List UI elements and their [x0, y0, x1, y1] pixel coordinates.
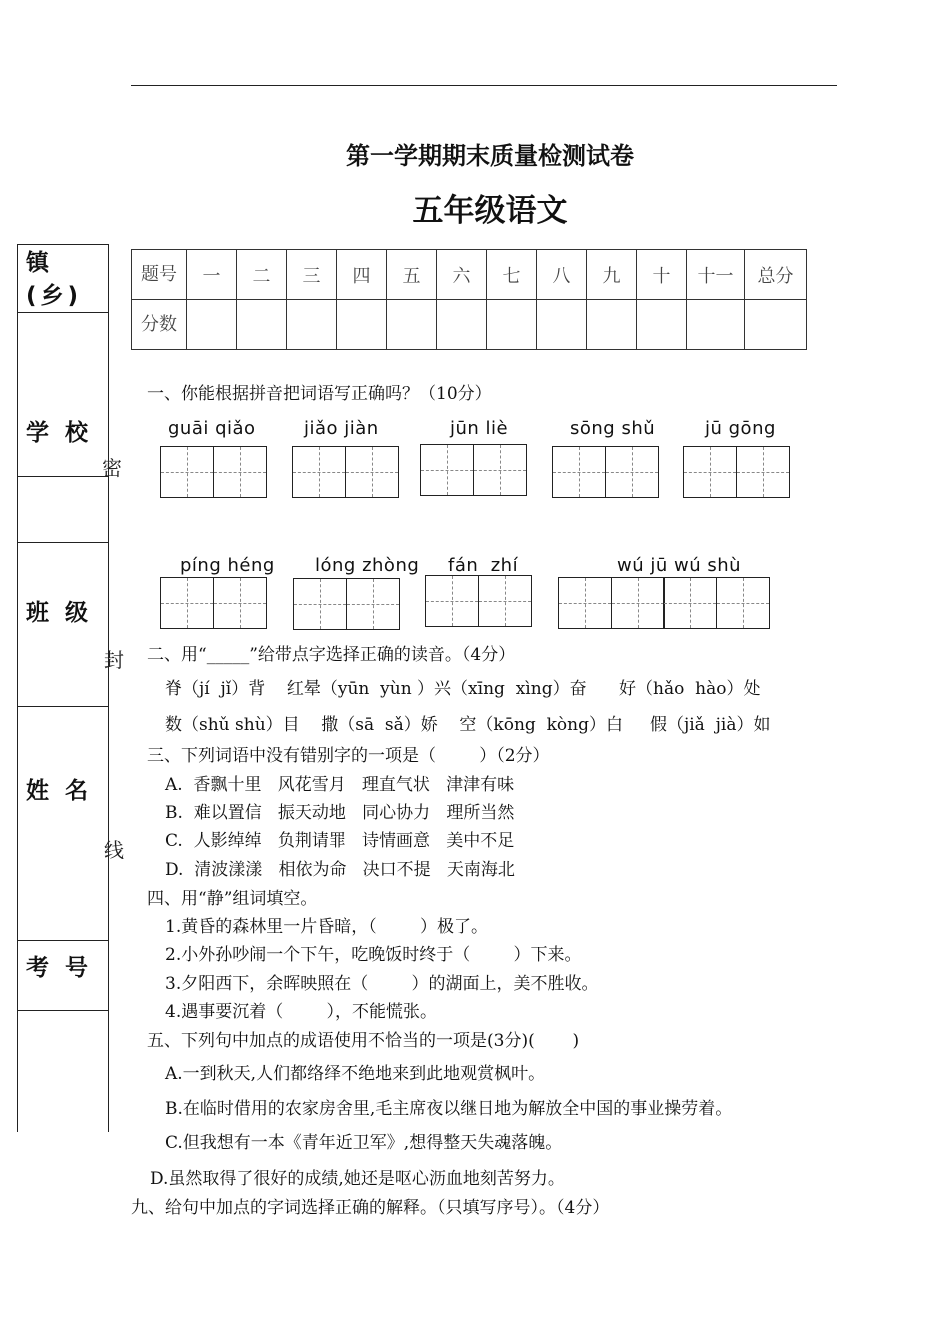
q9-title: 九、给句中加点的字词选择正确的解释。（只填写序号）。（4分）	[131, 1198, 610, 1218]
score-cell[interactable]	[387, 300, 437, 350]
q3-option: B. 难以置信 振天动地 同心协力 理所当然	[165, 803, 515, 823]
q5-option: B.在临时借用的农家房舍里,毛主席夜以继日地为解放全中国的事业操劳着。	[165, 1099, 733, 1119]
score-table-score-row	[132, 300, 807, 350]
q2-line: 数（shǔ shù）目 撒（sā sǎ）娇 空（kōng kòng）白 假（jiǎ jià）如	[165, 715, 771, 735]
score-cell[interactable]	[637, 300, 687, 350]
q4-item: 4.遇事要沉着（ ），不能慌张。	[165, 1002, 437, 1022]
score-header-cell: 四	[337, 250, 387, 300]
q1-pinyin: guāi qiǎo	[168, 418, 256, 439]
q5-option: D.虽然取得了很好的成绩,她还是呕心沥血地刻苦努力。	[150, 1169, 565, 1189]
score-cell[interactable]	[337, 300, 387, 350]
binding-column	[17, 244, 109, 1132]
side-label-id: 考 号	[26, 955, 93, 981]
q2-line: 脊（jí jǐ）背 红晕（yūn yùn ）兴（xīng xìng）奋 好（hǎo hào）处	[165, 679, 761, 699]
score-header-cell: 三	[287, 250, 337, 300]
score-cell[interactable]	[687, 300, 745, 350]
q1-pinyin: jūn liè	[450, 418, 509, 439]
q4-item: 2.小外孙吵闹一个下午，吃晚饭时终于（ ）下来。	[165, 945, 582, 965]
score-cell[interactable]	[437, 300, 487, 350]
q2-title: 二、用“_____”给带点字选择正确的读音。（4分）	[147, 645, 516, 665]
q4-item: 1.黄昏的森林里一片昏暗，（ ）极了。	[165, 917, 488, 937]
q5-option: C.但我想有一本《青年近卫军》,想得整天失魂落魄。	[165, 1133, 563, 1153]
score-header-cell: 十一	[687, 250, 745, 300]
q1-pinyin: jū gōng	[705, 418, 776, 439]
seal-char-mi: 密	[102, 456, 122, 480]
score-table	[131, 249, 807, 350]
q1-title: 一、你能根据拼音把词语写正确吗？（10分）	[147, 384, 492, 404]
score-cell[interactable]	[587, 300, 637, 350]
q1-pinyin: píng héng	[180, 555, 275, 576]
score-table-header-row	[132, 250, 807, 300]
exam-subtitle: 五年级语文	[412, 193, 568, 229]
tianzige-box[interactable]	[683, 446, 788, 498]
q3-title: 三、下列词语中没有错别字的一项是（ ）（2分）	[147, 746, 550, 766]
seal-char-xian: 线	[104, 838, 124, 862]
side-label-school: 学 校	[26, 420, 93, 446]
tianzige-box[interactable]	[292, 446, 397, 498]
score-row-label: 分数	[132, 300, 187, 350]
q3-option: A. 香飘十里 风花雪月 理直气状 津津有味	[165, 775, 515, 795]
side-label-town: 镇(乡)	[26, 250, 83, 309]
score-header-cell: 题号	[132, 250, 187, 300]
tianzige-box[interactable]	[425, 575, 530, 627]
tianzige-box[interactable]	[558, 577, 768, 629]
score-header-cell: 九	[587, 250, 637, 300]
q4-title: 四、用“静”组词填空。	[147, 889, 318, 909]
seal-char-feng: 封	[104, 648, 124, 672]
score-header-cell: 六	[437, 250, 487, 300]
score-cell[interactable]	[537, 300, 587, 350]
side-label-name: 姓 名	[26, 778, 93, 804]
score-header-cell: 八	[537, 250, 587, 300]
score-cell[interactable]	[745, 300, 807, 350]
q1-pinyin: sōng shǔ	[570, 418, 656, 439]
q3-option: C. 人影绰绰 负荆请罪 诗情画意 美中不足	[165, 831, 515, 851]
tianzige-box[interactable]	[552, 446, 657, 498]
score-cell[interactable]	[187, 300, 237, 350]
score-header-cell: 五	[387, 250, 437, 300]
q4-item: 3.夕阳西下，余晖映照在（ ）的湖面上，美不胜收。	[165, 974, 599, 994]
score-cell[interactable]	[287, 300, 337, 350]
tianzige-box[interactable]	[160, 577, 265, 629]
q5-title: 五、下列句中加点的成语使用不恰当的一项是(3分)( )	[147, 1031, 580, 1051]
q1-pinyin: jiǎo jiàn	[304, 418, 379, 439]
top-rule	[131, 85, 837, 86]
tianzige-box[interactable]	[293, 578, 398, 630]
tianzige-box[interactable]	[420, 444, 525, 496]
tianzige-box[interactable]	[160, 446, 265, 498]
score-cell[interactable]	[487, 300, 537, 350]
score-cell[interactable]	[237, 300, 287, 350]
q1-pinyin: lóng zhòng	[315, 555, 420, 576]
score-header-cell: 二	[237, 250, 287, 300]
exam-title: 第一学期期末质量检测试卷	[346, 142, 634, 170]
q3-option: D. 清波漾漾 相依为命 决口不提 天南海北	[165, 860, 515, 880]
score-header-cell: 七	[487, 250, 537, 300]
score-header-cell: 总分	[745, 250, 807, 300]
q1-pinyin: wú jū wú shù	[617, 555, 742, 576]
side-label-class: 班 级	[26, 600, 93, 626]
score-header-cell: 一	[187, 250, 237, 300]
q1-pinyin: fán zhí	[448, 555, 519, 576]
score-header-cell: 十	[637, 250, 687, 300]
q5-option: A.一到秋天,人们都络绎不绝地来到此地观赏枫叶。	[165, 1064, 546, 1084]
